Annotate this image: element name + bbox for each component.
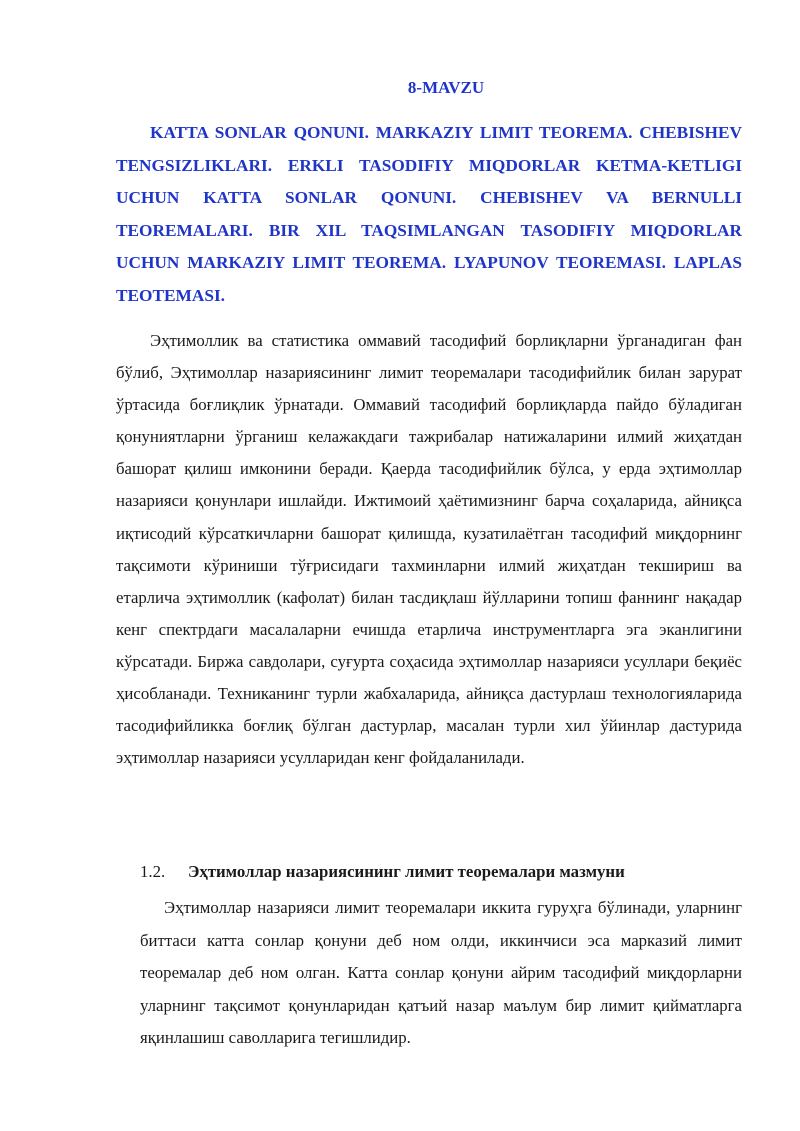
section-number: 1.2. <box>140 862 166 881</box>
section-title: Эҳтимоллар назариясининг лимит теоремалари мазмуни <box>188 862 625 881</box>
topic-number: 8-MAVZU <box>407 78 485 97</box>
topic-heading: KATTA SONLAR QONUNI. MARKAZIY LIMIT TEOREMA. CHEBISHEV TENGSIZLIKLARI. ERKLI TASODIFIY MIQDORLAR KETMA-KETLIGI UCHUN KATTA SONLAR QONUNI. CHEBISHEV VA BERNULLI TEOREMALARI. BIR XIL TAQSIMLANGAN TASODIFIY MIQDORLAR UCHUN MARKAZIY LIMIT TEOREMA. LYAPUNOV TEOREMASI. LAPLAS TEOTEMASI. <box>116 123 742 305</box>
section-paragraph: Эҳтимоллар назарияси лимит теоремалари иккита гуруҳга бўлинади, уларнинг биттаси катта сонлар қонуни деб ном олди, иккинчиси эса марказий лимит теоремалар деб ном олган. Катта сонлар қонуни айрим тасодифий миқдорларни уларнинг тақсимот қонунларидан қатъий назар маълум бир лимит қийматларга яқинлашиш саволларига тегишлидир. <box>140 898 742 1048</box>
section-heading <box>140 860 740 884</box>
intro-paragraph: Эҳтимоллик ва статистика оммавий тасодифий борлиқларни ўрганадиган фан бўлиб, Эҳтимоллар назариясининг лимит теоремалари тасодифийлик билан зарурат ўртасида боғлиқлик ўрнатади. Оммавий тасодифий борлиқларда пайдо бўладиган қонуниятларни ўрганиш келажакдаги тажрибалар натижаларини илмий жиҳатдан башорат қилиш имконини беради. Қаерда тасодифийлик бўлса, у ерда эҳтимоллар назарияси қонунлари ишлайди. Ижтимоий ҳаётимизнинг барча соҳаларида, айниқса иқтисодий кўрсаткичларни башорат қилишда, кузатилаётган тасодифий миқдорнинг тақсимоти кўриниши тўғрисидаги тахминларни илмий жиҳатдан текшириш ва етарлича эҳтимоллик (кафолат) билан тасдиқлаш йўлларини топиш фаннинг нақадар кенг спектрдаги масалаларни ечишда етарлича инструментларга эга эканлигини кўрсатади. Биржа савдолари, суғурта соҳасида эҳтимоллар назарияси усуллари беқиёс ҳисобланади. Техниканинг турли жабхаларида, айниқса дастурлаш технологияларида тасодифийликка боғлиқ бўлган дастурлар, масалан турли хил ўйинлар дастурида эҳтимоллар назарияси усулларидан кенг фойдаланилади. <box>116 331 742 768</box>
